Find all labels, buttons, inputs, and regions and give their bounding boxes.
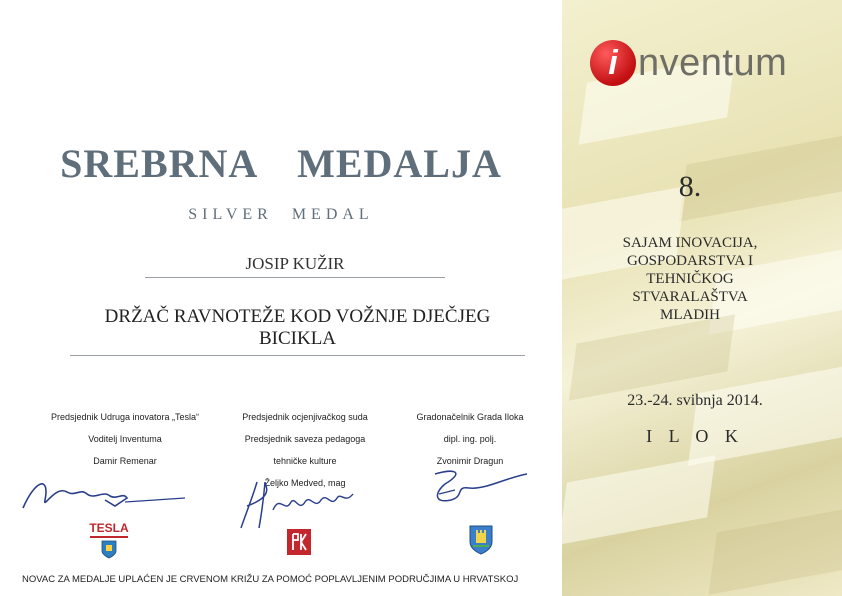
tesla-logo-text: TESLA <box>89 521 129 535</box>
event-name <box>580 234 800 324</box>
project-title: DRŽAČ RAVNOTEŽE KOD VOŽNJE DJEČJEG BICIKLA <box>70 306 525 356</box>
tesla-shield-icon <box>82 539 136 559</box>
footer-note: NOVAC ZA MEDALJE UPLAĆEN JE CRVENOM KRIŽU ZA POMOĆ POPLAVLJENIM PODRUČJIMA U HRVATSKOJ <box>22 574 519 585</box>
signatory-1-line-1: Predsjednik Udruga inovatora „Tesla“ <box>50 412 200 422</box>
signatory-1-line-2: Voditelj Inventuma <box>88 434 162 444</box>
event-number: 8. <box>678 170 702 203</box>
panel-tile <box>709 505 842 595</box>
event-line-1: SAJAM INOVACIJA, <box>622 235 758 251</box>
signatory-3 <box>395 406 545 472</box>
certificate-title: SREBRNA MEDALJA <box>60 141 502 186</box>
signature-1 <box>15 470 190 515</box>
event-line-2: GOSPODARSTVA I <box>626 253 753 269</box>
panel-tile <box>569 314 735 400</box>
signatory-3-line-1: Gradonačelnik Grada Iloka <box>416 412 524 422</box>
panel-tile <box>688 364 842 466</box>
recipient-name: JOSIP KUŽIR <box>145 254 445 278</box>
pedagogical-union-logo-icon <box>286 528 312 556</box>
signatory-3-line-3: Zvonimir Dragun <box>436 456 504 466</box>
signatory-2-line-3: tehničke kulture <box>273 456 337 466</box>
certificate-subtitle: SILVER MEDAL <box>188 206 374 223</box>
inventum-logo <box>590 38 830 96</box>
signatory-2-line-2: Predsjednik saveza pedagoga <box>244 434 366 444</box>
signatory-2-line-1: Predsjednik ocjenjivačkog suda <box>242 412 368 422</box>
signature-2 <box>235 476 365 534</box>
logo-i-icon: i <box>590 40 636 86</box>
panel-tile <box>562 455 715 545</box>
tesla-emblem <box>82 521 136 557</box>
ilok-coat-of-arms-icon <box>468 524 494 556</box>
signature-3 <box>425 464 535 514</box>
signatory-2-line-4: Željko Medved, mag <box>264 478 346 488</box>
event-date: 23.-24. svibnja 2014. <box>627 392 763 409</box>
logo-text: nventum <box>638 42 788 84</box>
event-line-4: STVARALAŠTVA <box>632 289 748 305</box>
signatory-3-line-2: dipl. ing. polj. <box>443 434 497 444</box>
event-line-5: MLADIH <box>660 307 720 323</box>
signatory-1 <box>30 406 220 472</box>
signatory-1-line-3: Damir Remenar <box>93 456 157 466</box>
event-line-3: TEHNIČKOG <box>646 271 734 287</box>
tesla-underline <box>90 536 128 538</box>
event-place: I L O K <box>646 426 744 446</box>
